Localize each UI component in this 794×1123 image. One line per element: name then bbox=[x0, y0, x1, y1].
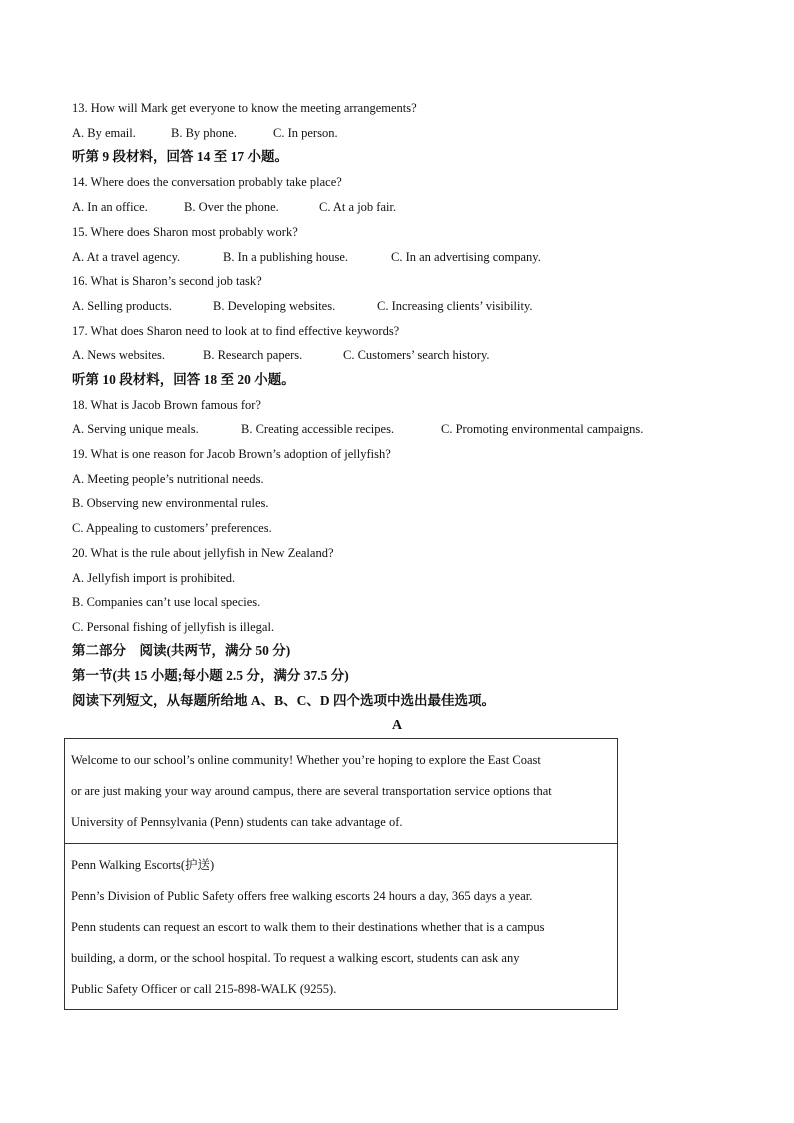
question-13-options bbox=[72, 125, 338, 141]
option-b: B. In a publishing house. bbox=[223, 250, 348, 264]
option-c: C. Personal fishing of jellyfish is illegal. bbox=[72, 620, 275, 634]
passage-line: Public Safety Officer or call 215-898-WALK (9255). bbox=[71, 982, 337, 996]
question-14-options bbox=[72, 199, 396, 215]
passage-line: Penn’s Division of Public Safety offers free walking escorts 24 hours a day, 365 days a year. bbox=[71, 889, 533, 903]
option-a: A. Serving unique meals. bbox=[72, 422, 199, 436]
question-15-options bbox=[72, 249, 541, 265]
passage-line: Welcome to our school’s online community! Whether you’re hoping to explore the East Coast bbox=[71, 753, 541, 767]
option-a: A. Jellyfish import is prohibited. bbox=[72, 571, 236, 585]
question-18: 18. What is Jacob Brown famous for? bbox=[72, 398, 261, 412]
option-b: B. By phone. bbox=[171, 126, 237, 140]
option-a: A. News websites. bbox=[72, 348, 166, 362]
passage-line: building, a dorm, or the school hospital. To request a walking escort, students can ask any bbox=[71, 951, 520, 965]
passage-line: or are just making your way around campus, there are several transportation service options that bbox=[71, 784, 552, 798]
passage-line: University of Pennsylvania (Penn) students can take advantage of. bbox=[71, 815, 403, 829]
option-c: C. At a job fair. bbox=[319, 200, 397, 214]
question-16: 16. What is Sharon’s second job task? bbox=[72, 274, 262, 288]
option-a: A. By email. bbox=[72, 126, 136, 140]
option-b: B. Creating accessible recipes. bbox=[241, 422, 395, 436]
passage-line: Penn students can request an escort to walk them to their destinations whether that is a campus bbox=[71, 920, 545, 934]
passage-label: A bbox=[391, 718, 403, 733]
question-19: 19. What is one reason for Jacob Brown’s adoption of jellyfish? bbox=[72, 447, 391, 461]
walking-escorts-box bbox=[64, 843, 618, 1010]
option-b: B. Developing websites. bbox=[213, 299, 336, 313]
option-b: B. Research papers. bbox=[203, 348, 303, 362]
option-a: A. At a travel agency. bbox=[72, 250, 181, 264]
option-b: B. Over the phone. bbox=[184, 200, 279, 214]
section-title: Penn Walking Escorts(护送) bbox=[71, 858, 215, 872]
part-2-section-1-heading: 第一节(共 15 小题;每小题 2.5 分，满分 37.5 分) bbox=[72, 668, 349, 683]
option-c: C. Promoting environmental campaigns. bbox=[441, 422, 644, 436]
passage-intro-box bbox=[64, 738, 618, 844]
reading-instructions: 阅读下列短文，从每题所给地 A、B、C、D 四个选项中选出最佳选项。 bbox=[72, 693, 496, 708]
question-14: 14. Where does the conversation probably take place? bbox=[72, 175, 342, 189]
question-18-options bbox=[72, 421, 643, 437]
question-17-options bbox=[72, 347, 490, 363]
option-c: C. Customers’ search history. bbox=[343, 348, 490, 362]
question-20: 20. What is the rule about jellyfish in New Zealand? bbox=[72, 546, 334, 560]
option-c: C. Increasing clients’ visibility. bbox=[377, 299, 533, 313]
option-c: C. Appealing to customers’ preferences. bbox=[72, 521, 272, 535]
option-b: B. Observing new environmental rules. bbox=[72, 496, 269, 510]
question-15: 15. Where does Sharon most probably work? bbox=[72, 225, 298, 239]
option-c: C. In an advertising company. bbox=[391, 250, 541, 264]
option-a: A. Meeting people’s nutritional needs. bbox=[72, 472, 264, 486]
option-b: B. Companies can’t use local species. bbox=[72, 595, 261, 609]
section-heading-10: 听第 10 段材料，回答 18 至 20 小题。 bbox=[72, 372, 295, 387]
option-c: C. In person. bbox=[273, 126, 338, 140]
question-16-options bbox=[72, 298, 533, 314]
question-13: 13. How will Mark get everyone to know the meeting arrangements? bbox=[72, 101, 417, 115]
part-2-heading: 第二部分 阅读(共两节，满分 50 分) bbox=[72, 643, 291, 658]
question-17: 17. What does Sharon need to look at to find effective keywords? bbox=[72, 324, 400, 338]
option-a: A. In an office. bbox=[72, 200, 148, 214]
section-heading-9: 听第 9 段材料，回答 14 至 17 小题。 bbox=[72, 149, 288, 164]
option-a: A. Selling products. bbox=[72, 299, 172, 313]
